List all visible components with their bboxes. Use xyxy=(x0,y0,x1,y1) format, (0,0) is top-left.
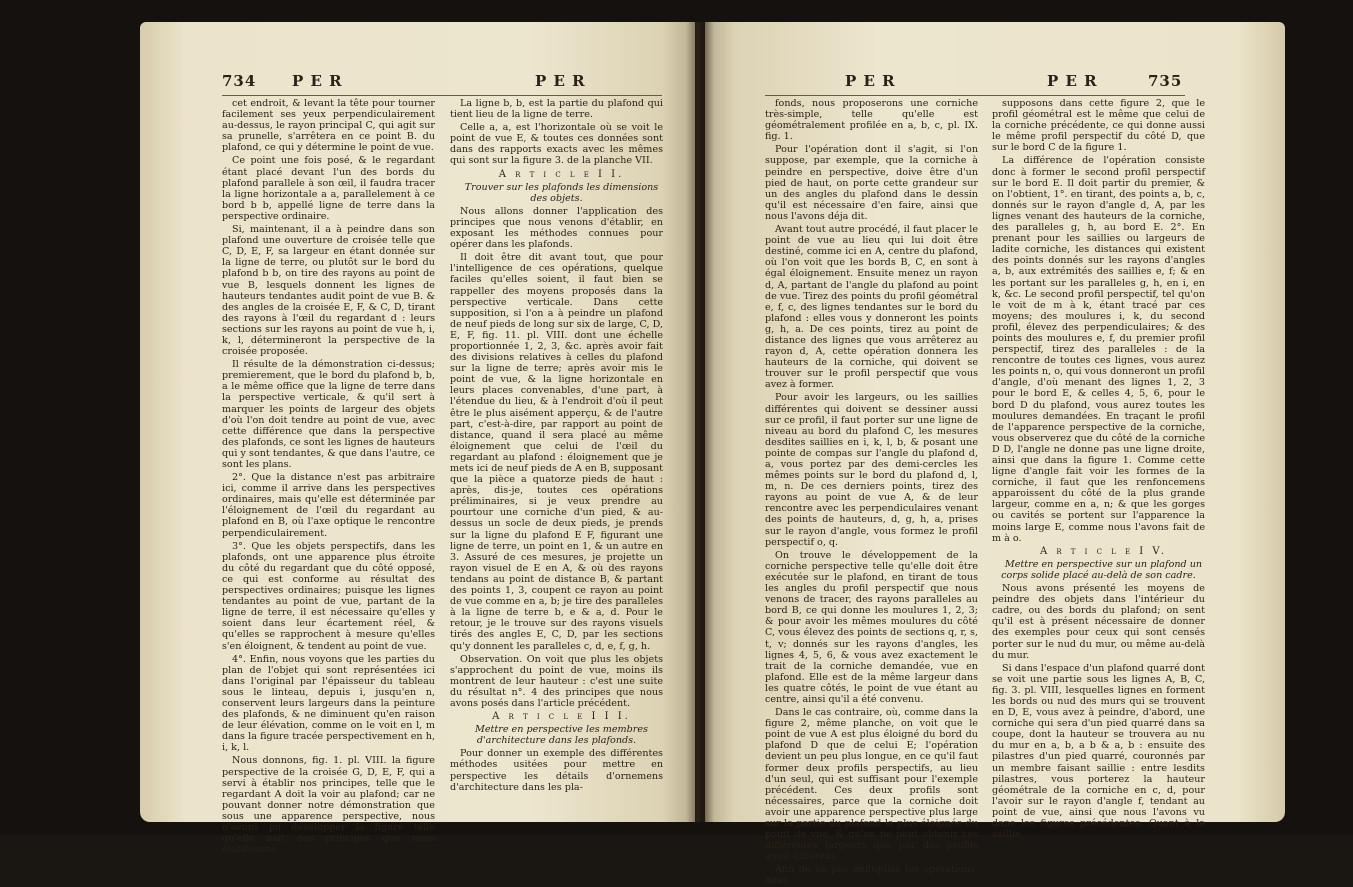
running-head-right-a: P E R xyxy=(845,72,896,90)
book-gutter xyxy=(686,22,714,822)
right-column-1 xyxy=(765,98,978,887)
paragraph: Ce point une fois posé, & le regardant étant placé devant l'un des bords du plafond parallele à son œil, il faudra tracer la ligne horizontale a a, parallelement à ce bord b b, appellé ligne de terre dans la perspective ordinaire. xyxy=(222,155,435,222)
paragraph: Afin de ne pas multiplier les opérations, nous xyxy=(765,864,978,887)
paragraph: Avant tout autre procédé, il faut placer le point de vue au lieu qui lui doit être destiné, comme ici en A, centre du plafond, où l'on voit que les bords B, C, en sont à égal éloignement. Ensuite menez un rayon d, A, partant de l'angle du plafond au point de vue. Tirez des points du profil géométral e, f, c, des lignes tendantes sur le bord du plafond : elles vous y donneront les points g, h, a. De ces points, tirez au point de distance des lignes que vous arrêterez au rayon d, A, cette opération donnera les hauteurs de la corniche, qui doivent se trouver sur le profil perspectif que vous avez à former. xyxy=(765,224,978,391)
paragraph: Nous avons présenté les moyens de peindre des objets dans l'intérieur du cadre, ou des bords du plafond; on sent qu'il est à présent nécessaire de donner des exemples pour ceux qui sont censés porter sur le nud du mur, ou même au-delà du mur. xyxy=(992,583,1205,661)
paragraph: La différence de l'opération consiste donc à former le second profil perspectif sur le bord E. Il doit partir du premier, & on l'obtient, 1°. en tirant, des points a, b, c, donnés sur le rayon d'angle d, A, par les lignes venant des hauteurs de la corniche, des paralleles g, h, au bord E. 2°. En prenant pour les saillies ou largeurs de ladite corniche, les distances qui existent des points donnés sur les rayons d'angles a, b, aux extrémités des saillies e, f; & en les portant sur les paralleles g, h, en i, en k, &c. Le second profil perspectif, tel qu'on le voit de m à k, étant tracé par ces moyens; des moulures i, k, du second profil, élevez des perpendiculaires; & des points des moulures e, f, du premier profil perspectif, tirez des paralleles : de la rencontre de toutes ces lignes, vous aurez les points n, o, qui vous donneront un profil d'angle, d'où menant des lignes 1, 2, 3 pour le bord E, & celles 4, 5, 6, pour le bord D du plafond, vous aurez toutes les moulures demandées. En traçant le profil de l'apparence perspective de la corniche, vous observerez que du côté de la corniche D D, l'angle ne donne pas une ligne droite, ainsi que dans la figure 1. Comme cette ligne d'angle fait voir les formes de la corniche, il faut que les renfoncemens apparoissent du côté de la plus grande largeur, comme en a, n; & que les gorges ou cavités se portent sur l'apparence la moins large E, comme nous l'avons fait de m à o. xyxy=(992,155,1205,544)
paragraph: supposons dans cette figure 2, que le profil géométral est le même que celui de la corniche précédente, ce qui donne aussi le même profil perspectif du côté D, que sur le bord C de la figure 1. xyxy=(992,98,1205,154)
left-column-1 xyxy=(222,98,435,856)
article-title: Mettre en perspective les membres d'architecture dans les plafonds. xyxy=(475,724,648,747)
paragraph: Celle a, a, est l'horizontale où se voit le point de vue E, & toutes ces données sont dans des rapports exacts avec les mêmes qui sont sur la figure 3. de la planche VII. xyxy=(450,122,663,167)
paragraph: Pour l'opération dont il s'agit, si l'on suppose, par exemple, que la corniche à peindre en perspective, doive être d'un pied de haut, on porte cette grandeur sur un des angles du plafond dans le dessin qu'il est nécessaire d'en faire, ainsi que nous l'avons déja dit. xyxy=(765,144,978,222)
paragraph: Dans le cas contraire, où, comme dans la figure 2, même planche, on voit que le point de vue A est plus éloigné du bord du plafond D que de celui E; l'opération devient un peu plus longue, en ce qu'il faut former deux profils perspectifs, au lieu d'un seul, qui est suffisant pour l'exemple précédent. Ces deux profils sont nécessaires, parce que la corniche doit avoir une apparence perspective plus large sur la partie du plafond la plus éloignée du point de vue, & qu'on ne peut obtenir ces différentes largeurs que par des profils aussi différens. xyxy=(765,707,978,863)
running-head-right-b: P E R xyxy=(1047,72,1098,90)
page-number-right: 735 xyxy=(1148,72,1183,90)
paragraph: On trouve le développement de la corniche perspective telle qu'elle doit être exécutée sur le plafond, en tirant de tous les angles du profil perspectif que nous venons de tracer, des rayons paralleles au bord B, ce qui donne les moulures 1, 2, 3; & pour avoir les mêmes moulures du côté C, vous élevez des points de sections q, r, s, t, v; donnés sur les rayons d'angles, les lignes 4, 5, 6, & vous avez exactement le trait de la corniche demandée, vue en plafond. Elle est de la même largeur dans les quatre côtés, le point de vue étant au centre, ainsi qu'il a été convenu. xyxy=(765,549,978,705)
article-title: Trouver sur les plafonds les dimensions des objets. xyxy=(464,181,659,204)
right-page xyxy=(705,22,1285,887)
paragraph: Si dans l'espace d'un plafond quarré dont se voit une partie sous les lignes A, B, C, fig. 3. pl. VIII, lesquelles lignes en forment les bords ou nud des murs qui se trouvent en D, E, vous avez à peindre, d'abord, une corniche qui sera d'un pied quarré dans sa coupe, dont la hauteur se trouvera au nu du mur en a, b, a b & a, b : ensuite des pilastres d'un pied quarré, couronnés par un membre faisant saillie : entre lesdits pilastres, vous porterez la hauteur géométrale de la corniche en c, d, pour l'avoir sur le rayon d'angle f, tendant au point de vue, ainsi que nous l'avons vu dans les figures précédentes. Quant à la saillie xyxy=(992,662,1205,841)
paragraph: 2°. Que la distance n'est pas arbitraire ici, comme il arrive dans les perspectives ordinaires, mais qu'elle est déterminée par l'éloignement de l'œil du regardant au plafond en B, où l'axe optique le rencontre perpendiculairement. xyxy=(222,472,435,539)
paragraph: fonds, nous proposerons une corniche très-simple, telle qu'elle est géométralement profilée en a, b, c, pl. IX. fig. 1. xyxy=(765,98,978,143)
paragraph: Pour avoir les largeurs, ou les saillies différentes qui doivent se dessiner aussi sur ce profil, il faut porter sur une ligne de niveau au bord du plafond C, les mesures desdites saillies en i, k, l, b, & posant une pointe de compas sur l'angle du plafond d, a, vous portez par des demi-cercles les mêmes points sur le bord du plafond d, l, m, n. De ces derniers points, tirez des rayons au point de vue A, & de leur rencontre avec les perpendiculaires venant des points de hauteurs, d, g, h, a, prises sur le rayon d'angle, vous formez le profil perspectif o, q. xyxy=(765,392,978,548)
article-title: Mettre en perspective sur un plafond un corps solide placé au-delà de son cadre. xyxy=(1001,558,1203,581)
header-rule-right xyxy=(765,95,1185,96)
observation: Observation. On voit que plus les objets s'approchent du point de vue, moins ils montrent de leur hauteur : c'est une suite du résultat n°. 4 des principes que nous avons posés dans l'article précédent. xyxy=(450,653,663,709)
article-heading: A r t i c l e I I. xyxy=(498,168,625,180)
paragraph: Il résulte de la démonstration ci-dessus; premierement, que le bord du plafond b, b, a le même office que la ligne de terre dans la perspective verticale, & qu'il sert à marquer les points de largeur des objets d'où l'on doit tendre au point de vue, avec cette différence que dans la perspective des plafonds, ce sont les lignes de hauteurs qui y sont tendantes, & que dans l'autre, ce sont les plans. xyxy=(222,359,435,470)
article-heading: A r t i c l e I V. xyxy=(1039,545,1168,557)
left-page xyxy=(140,22,695,856)
header-rule-left xyxy=(222,95,662,96)
paragraph: Il doit être dit avant tout, que pour l'intelligence de ces opérations, quelque faciles qu'elles soient, il faut bien se rappeller des moyens proposés dans la perspective verticale. Dans cette supposition, si l'on a à peindre un plafond de neuf pieds de long sur six de large, C, D, E, F, fig. 11. pl. VIII. dont une échelle proportionnée 1, 2, 3, &c. après avoir fait des divisions relatives à celles du plafond sur la ligne de terre; après avoir mis le point de vue, & la ligne horizontale en leurs places convenables, d'une part, à l'étendue du lieu, & à l'endroit d'où il peut être le plus aisément apperçu, & de l'autre part, c'est-à-dire, par rapport au point de distance, quand il sera placé au même éloignement que celui de l'œil du regardant au plafond : éloignement que je mets ici de neuf pieds de A en B, supposant que la pièce a quatorze pieds de haut : après, dis-je, toutes ces opérations préliminaires, si je veux prendre au pourtour une corniche d'un pied, & au-dessus un socle de deux pieds, je prends sur la ligne du plafond E F, figurant une ligne de terre, un point en 1, & un autre en 3. Assuré de ces mesures, je projette un rayon visuel de E en A, & où des rayons tendans au point de distance B, & partant des points 1, 3, coupent ce rayon au point de vue comme en a, b; je tire des paralleles à la ligne de terre b, e & a, d. Pour le retour, je le trouve sur des rayons visuels tirés des angles E, C, D, par les sections qu'y donnent les paralleles c, d, e, f, g, h. xyxy=(450,252,663,652)
paragraph: Si, maintenant, il a à peindre dans son plafond une ouverture de croisée telle que C, D, E, F, sa largeur en étant donnée sur la ligne de terre, ou plutôt sur le bord du plafond b b, on tire des rayons au point de vue B, lesquels donnent les lignes de hauteurs tendantes audit point de vue B. & des angles de la croisée E, F, & C, D, tirant des rayons à l'œil du regardant d : leurs sections sur les rayons au point de vue h, i, k, l, détermineront la perspective de la croisée proposée. xyxy=(222,224,435,358)
paragraph: 3°. Que les objets perspectifs, dans les plafonds, ont une apparence plus étroite du côté du regardant que du côté opposé, ce qui est conforme au résultat des perspectives ordinaires; puisque les lignes tendantes au point de vue, partant de la ligne de terre, il est nécessaire qu'elles y soient dans leur écartement réel, & qu'elles se rapprochent à mesure qu'elles s'en éloignent, & tendent au point de vue. xyxy=(222,540,435,652)
paragraph: 4°. Enfin, nous voyons que les parties du plan de l'objet qui sont représentées ici dans l'original par l'épaisseur du tableau sous le linteau, depuis i, jusqu'en n, conservent leurs largeurs dans la peinture des plafonds, & ne diminuent qu'en raison de leur élévation, comme on le voit en l, m dans la figure tracée perspectivement en h, i, k, l. xyxy=(222,653,435,754)
paragraph: Nous allons donner l'application des principes que nous venons d'établir, en exposant les méthodes connues pour opérer dans les plafonds. xyxy=(450,205,663,251)
left-column-2 xyxy=(450,98,663,838)
paragraph: Nous donnons, fig. 1. pl. VIII. la figure perspective de la croisée G, D, E, F, qui a servi à établir nos principes, telle que le regardant A doit la voir au plafond; car ne pouvant donner notre démonstration que sous une apparence perspective, nous n'avons pu développer la figure telle qu'elle naît des principes que nous établissons. xyxy=(222,755,435,856)
running-head-left-b: P E R xyxy=(535,72,586,90)
right-column-2 xyxy=(992,98,1205,841)
running-head-left-a: P E R xyxy=(292,72,343,90)
paragraph: cet endroit, & levant la tête pour tourner facilement ses yeux perpendiculairement au-dessus, le rayon principal C, qui agit sur sa prunelle, s'arrêtera en ce point B. du plafond, ce qui y détermine le point de vue. xyxy=(222,98,435,154)
page-number-left: 734 xyxy=(222,72,257,90)
article-heading: A r t i c l e I I I. xyxy=(492,711,631,723)
paragraph: Pour donner un exemple des différentes méthodes usitées pour mettre en perspective les détails d'ornemens d'architecture dans les pla- xyxy=(450,748,663,793)
paragraph: La ligne b, b, est la partie du plafond qui tient lieu de la ligne de terre. xyxy=(450,98,663,121)
